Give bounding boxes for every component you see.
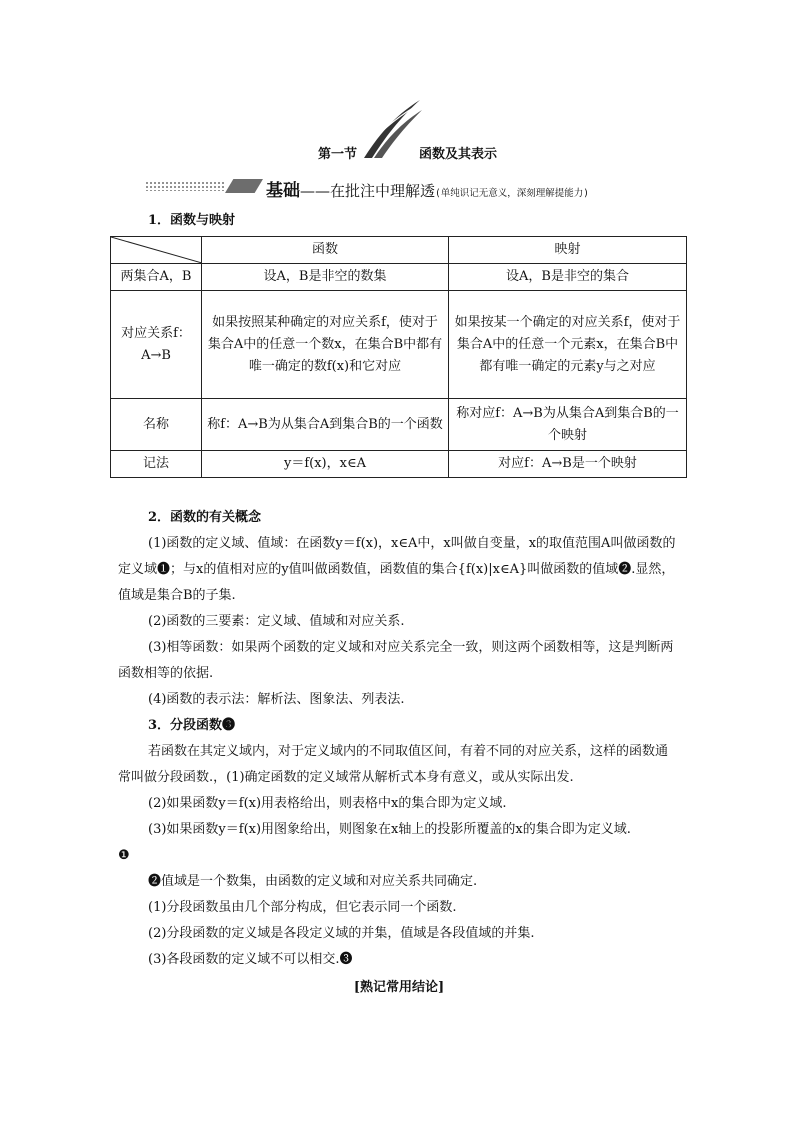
table-row [111, 451, 687, 478]
mapping-cell: 称对应f：A→B为从集合A到集合B的一个映射 [449, 399, 687, 451]
heading-function-mapping: 1．函数与映射 [148, 213, 236, 228]
paragraph-equal-functions: (3)相等函数：如果两个函数的定义域和对应关系完全一致，则这两个函数相等，这是判断两函数相等的依据. [118, 640, 674, 681]
table-row [111, 399, 687, 451]
banner-bar [225, 179, 263, 193]
paragraph-piecewise-def: 若函数在其定义域内，对于定义域内的不同取值区间，有着不同的对应关系，这样的函数通常叫做分段函数.，(1)确定函数的定义域常从解析式本身有意义，或从实际出发. [118, 744, 669, 785]
body-content [118, 505, 680, 1001]
paragraph-table-domain: (2)如果函数y＝f(x)用表格给出，则表格中x的集合即为定义域. [148, 796, 507, 811]
heading-concepts: 2．函数的有关概念 [148, 510, 262, 525]
banner-note: (单纯识记无意义，深刻理解提能力) [435, 188, 589, 199]
function-cell: 设A，B是非空的数集 [202, 264, 449, 291]
note-range: ❷值域是一个数集，由函数的定义域和对应关系共同确定. [148, 874, 478, 889]
header-mapping: 映射 [449, 237, 687, 264]
row-label: 名称 [111, 399, 202, 451]
function-cell: 如果按照某种确定的对应关系f，使对于集合A中的任意一个数x，在集合B中都有唯一确定的数f(x)和它对应 [202, 291, 449, 399]
paragraph-graph-domain: (3)如果函数y＝f(x)用图象给出，则图象在x轴上的投影所覆盖的x的集合即为定义域. [148, 822, 631, 837]
heading-common-conclusions: [熟记常用结论] [353, 980, 445, 995]
section-title [318, 143, 497, 162]
heading-piecewise: 3．分段函数❸ [148, 718, 236, 733]
basics-banner [145, 176, 690, 201]
mapping-cell: 如果按某一个确定的对应关系f，使对于集合A中的任意一个元素x，在集合B中都有唯一确定的元素y与之对应 [449, 291, 687, 399]
header-function: 函数 [202, 237, 449, 264]
diagonal-header-cell [111, 237, 202, 264]
function-cell: 称f：A→B为从集合A到集合B的一个函数 [202, 399, 449, 451]
note-piecewise-3: (3)各段函数的定义域不可以相交.❸ [148, 952, 353, 967]
banner-dots [145, 181, 225, 191]
diagonal-line [111, 237, 202, 263]
paragraph-three-elements: (2)函数的三要素：定义域、值域和对应关系. [148, 614, 405, 629]
section-number: 第一节 [318, 147, 358, 162]
table-row [111, 291, 687, 399]
paragraph-domain-range: (1)函数的定义域、值域：在函数y＝f(x)，x∈A中，x叫做自变量，x的取值范围A叫做函数的定义域❶；与x的值相对应的y值叫做函数值，函数值的集合{f(x)|x∈A}叫做函数的值域❷.显然，值域是集合B的子集. [118, 536, 676, 603]
mapping-cell: 设A，B是非空的集合 [449, 264, 687, 291]
note-piecewise-2: (2)分段函数的定义域是各段定义域的并集，值域是各段值域的并集. [148, 926, 535, 941]
note-piecewise-1: (1)分段函数虽由几个部分构成，但它表示同一个函数. [148, 900, 457, 915]
banner-main: 基础 [266, 181, 300, 201]
banner-dash: —— [300, 182, 330, 200]
function-mapping-table [110, 236, 687, 478]
row-label: 两集合A，B [111, 264, 202, 291]
section-name: 函数及其表示 [419, 147, 498, 162]
row-label: 对应关系f：A→B [111, 291, 202, 399]
row-label: 记法 [111, 451, 202, 478]
mapping-cell: 对应f：A→B是一个映射 [449, 451, 687, 478]
banner-sub: 在批注中理解透 [330, 182, 436, 200]
note-mark-1: ❶ [118, 848, 130, 863]
table-header-row [111, 237, 687, 264]
paragraph-representation: (4)函数的表示法：解析法、图象法、列表法. [148, 692, 405, 707]
function-cell: y＝f(x)，x∈A [202, 451, 449, 478]
table-row [111, 264, 687, 291]
